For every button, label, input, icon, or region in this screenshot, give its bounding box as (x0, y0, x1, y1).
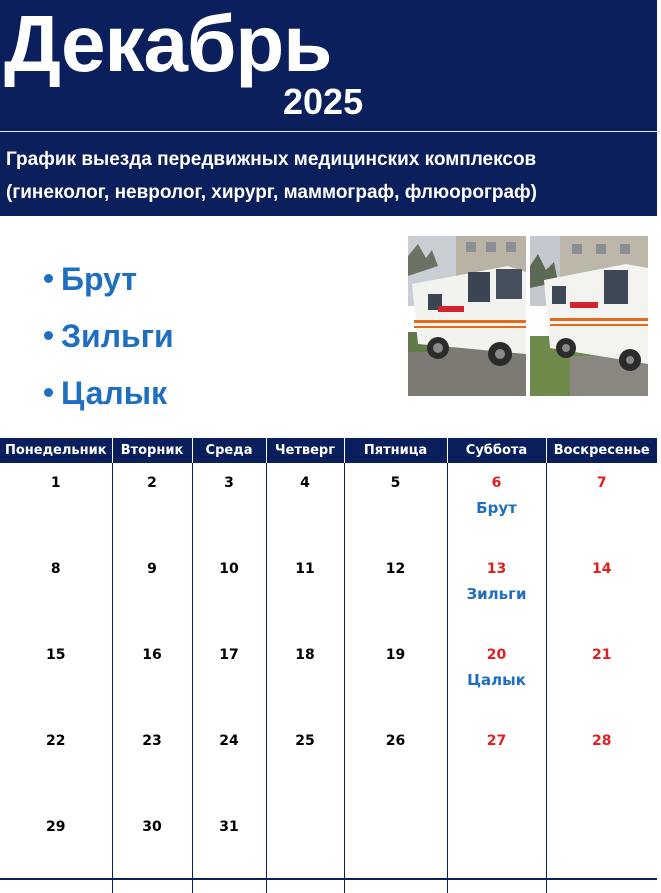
subtitle-line-2: (гинеколог, невролог, хирург, маммограф, флюорограф) (6, 182, 538, 203)
day-number: 17 (219, 647, 239, 663)
day-number: 31 (219, 819, 239, 835)
mobile-clinic-photo-1 (408, 236, 526, 396)
calendar-day-cell (546, 635, 657, 721)
header-divider (0, 131, 657, 132)
calendar-day-cell (546, 807, 657, 893)
bullet-icon (44, 331, 53, 340)
village-list (44, 250, 174, 421)
calendar-week-row (0, 721, 657, 807)
day-number: 10 (219, 561, 239, 577)
day-number: 21 (592, 647, 612, 663)
calendar-day-cell (447, 635, 546, 721)
calendar-day-cell (546, 721, 657, 807)
calendar-day-cell (266, 549, 344, 635)
calendar-day-cell (266, 635, 344, 721)
calendar-week-row (0, 635, 657, 721)
day-number: 29 (46, 819, 66, 835)
calendar-day-cell (192, 635, 266, 721)
day-number: 15 (46, 647, 66, 663)
calendar-day-cell (0, 807, 112, 893)
month-title: Декабрь (4, 0, 332, 88)
calendar-week-row (0, 807, 657, 893)
calendar-day-cell (546, 463, 657, 549)
calendar-day-cell (192, 807, 266, 893)
calendar-week-row (0, 549, 657, 635)
bullet-icon (44, 274, 53, 283)
calendar-day-cell (344, 549, 447, 635)
calendar-bottom-border (0, 878, 657, 880)
calendar-day-cell (266, 807, 344, 893)
calendar-day-cell (447, 549, 546, 635)
calendar-day-cell (344, 463, 447, 549)
day-number: 18 (295, 647, 315, 663)
day-number: 1 (50, 475, 61, 491)
visit-location-label: Цалык (467, 671, 526, 689)
weekday-header: Среда (192, 438, 266, 463)
calendar-day-cell (344, 721, 447, 807)
calendar-day-cell (0, 549, 112, 635)
weekday-header: Пятница (344, 438, 447, 463)
year-title: 2025 (283, 81, 364, 122)
calendar-grid (0, 438, 657, 893)
visit-location-label: Брут (476, 499, 517, 517)
calendar-day-cell (192, 721, 266, 807)
day-number: 11 (295, 561, 315, 577)
calendar-day-cell (447, 721, 546, 807)
calendar-day-cell (0, 635, 112, 721)
bullet-icon (44, 388, 53, 397)
subtitle-line-1: График выезда передвижных медицинских комплексов (6, 149, 537, 170)
village-item (44, 250, 174, 307)
calendar-day-cell (447, 463, 546, 549)
village-item (44, 307, 174, 364)
day-number: 6 (491, 475, 502, 491)
day-number: 3 (224, 475, 234, 491)
day-number: 26 (385, 733, 406, 749)
day-number: 14 (592, 561, 612, 577)
visit-location-label: Зильги (466, 585, 527, 603)
day-number: 16 (142, 647, 162, 663)
calendar-day-cell (266, 463, 344, 549)
calendar-day-cell (112, 549, 192, 635)
day-number: 24 (219, 733, 239, 749)
day-number: 12 (385, 561, 406, 577)
weekday-header: Четверг (266, 438, 344, 463)
calendar-day-cell (344, 807, 447, 893)
calendar-day-cell (0, 463, 112, 549)
day-number: 8 (50, 561, 61, 577)
calendar-day-cell (112, 721, 192, 807)
calendar-day-cell (192, 549, 266, 635)
day-number: 9 (147, 561, 157, 577)
calendar-day-cell (344, 635, 447, 721)
calendar-day-cell (112, 635, 192, 721)
header-banner (0, 0, 657, 216)
day-number: 4 (300, 475, 310, 491)
schedule-subtitle (6, 143, 656, 209)
village-name: Цалык (61, 374, 168, 411)
weekday-header: Понедельник (0, 438, 112, 463)
day-number: 20 (486, 647, 507, 663)
day-number: 7 (596, 475, 607, 491)
village-item (44, 364, 174, 421)
day-number: 27 (486, 733, 507, 749)
day-number: 22 (46, 733, 66, 749)
weekday-header: Воскресенье (546, 438, 657, 463)
day-number: 13 (486, 561, 507, 577)
calendar-week-row (0, 463, 657, 549)
day-number: 2 (147, 475, 157, 491)
day-number: 30 (142, 819, 162, 835)
village-name: Брут (61, 260, 137, 297)
weekday-header: Вторник (112, 438, 192, 463)
day-number: 5 (390, 475, 401, 491)
calendar-day-cell (112, 463, 192, 549)
calendar-day-cell (546, 549, 657, 635)
day-number: 19 (385, 647, 406, 663)
calendar-day-cell (112, 807, 192, 893)
weekday-header: Суббота (447, 438, 546, 463)
day-number: 28 (592, 733, 612, 749)
mobile-clinic-photo-2 (530, 236, 648, 396)
calendar-day-cell (192, 463, 266, 549)
calendar-day-cell (0, 721, 112, 807)
day-number: 25 (295, 733, 315, 749)
village-name: Зильги (61, 317, 174, 354)
calendar-day-cell (447, 807, 546, 893)
calendar-day-cell (266, 721, 344, 807)
day-number: 23 (142, 733, 162, 749)
weekday-header-row (0, 438, 657, 463)
